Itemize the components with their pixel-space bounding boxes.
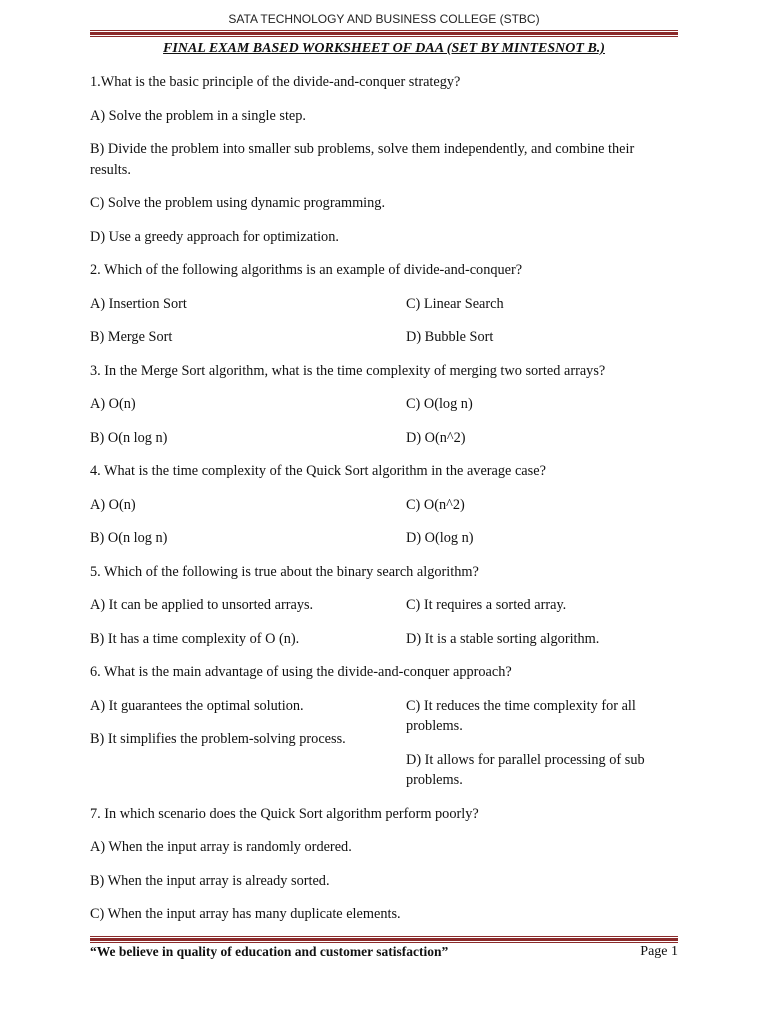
q3-row-1 [90, 394, 678, 415]
worksheet-title: FINAL EXAM BASED WORKSHEET OF DAA (SET BY MINTESNOT B.) [163, 41, 605, 56]
q7-option-b: B) When the input array is already sorted. [90, 872, 330, 889]
q2-option-b: B) Merge Sort [90, 329, 173, 345]
q4-option-b: B) O(n log n) [90, 530, 168, 546]
q1-option-c: C) Solve the problem using dynamic programming. [90, 195, 386, 211]
q5-option-c: C) It requires a sorted array. [406, 597, 567, 613]
q6-left-column [90, 696, 406, 791]
question-list [90, 72, 678, 938]
q7-option-c: C) When the input array has many duplicate elements. [90, 906, 401, 922]
q5-option-a: A) It can be applied to unsorted arrays. [90, 597, 314, 613]
q2-row-1 [90, 294, 678, 315]
q2-option-c: C) Linear Search [406, 295, 504, 312]
footer-quote: “We believe in quality of education and customer satisfaction” [90, 944, 449, 959]
question-5: 5. Which of the following is true about the binary search algorithm? [90, 563, 479, 580]
q5-option-b: B) It has a time complexity of O (n). [90, 630, 300, 647]
question-6: 6. What is the main advantage of using the divide-and-conquer approach? [90, 664, 512, 680]
q6-options [90, 696, 678, 791]
q6-right-column [406, 696, 678, 791]
question-7: 7. In which scenario does the Quick Sort algorithm perform poorly? [90, 805, 479, 822]
q7-option-a: A) When the input array is randomly ordered. [90, 839, 352, 855]
q3-option-c: C) O(log n) [406, 396, 473, 412]
q2-option-a: A) Insertion Sort [90, 295, 187, 312]
q1-option-b: B) Divide the problem into smaller sub problems, solve them independently, and combine their results. [90, 141, 635, 178]
q6-option-a: A) It guarantees the optimal solution. [90, 697, 304, 714]
q4-row-2 [90, 528, 678, 549]
question-3: 3. In the Merge Sort algorithm, what is the time complexity of merging two sorted arrays? [90, 362, 606, 379]
q5-option-d: D) It is a stable sorting algorithm. [406, 630, 600, 647]
question-1: 1.What is the basic principle of the divide-and-conquer strategy? [90, 74, 461, 90]
college-header: SATA TECHNOLOGY AND BUSINESS COLLEGE (STBC) [228, 12, 540, 26]
q4-option-a: A) O(n) [90, 496, 136, 513]
q2-row-2 [90, 327, 678, 348]
q5-row-1 [90, 595, 678, 616]
q4-row-1 [90, 495, 678, 516]
q1-option-a: A) Solve the problem in a single step. [90, 107, 307, 124]
q3-option-b: B) O(n log n) [90, 429, 168, 446]
question-4: 4. What is the time complexity of the Quick Sort algorithm in the average case? [90, 463, 546, 479]
q2-option-d: D) Bubble Sort [406, 329, 494, 345]
question-2: 2. Which of the following algorithms is an example of divide-and-conquer? [90, 262, 523, 278]
q5-row-2 [90, 629, 678, 650]
q1-option-d: D) Use a greedy approach for optimization. [90, 228, 339, 245]
footer-rule [90, 936, 678, 943]
q6-option-d: D) It allows for parallel processing of sub problems. [406, 751, 645, 788]
q3-option-a: A) O(n) [90, 396, 136, 412]
q4-option-c: C) O(n^2) [406, 496, 465, 513]
page-number: Page 1 [640, 944, 678, 959]
q3-option-d: D) O(n^2) [406, 429, 466, 446]
q6-option-c: C) It reduces the time complexity for all problems. [406, 697, 636, 734]
header-rule [90, 30, 678, 37]
q6-option-b: B) It simplifies the problem-solving process. [90, 731, 346, 747]
q3-row-2 [90, 428, 678, 449]
q4-option-d: D) O(log n) [406, 530, 474, 546]
